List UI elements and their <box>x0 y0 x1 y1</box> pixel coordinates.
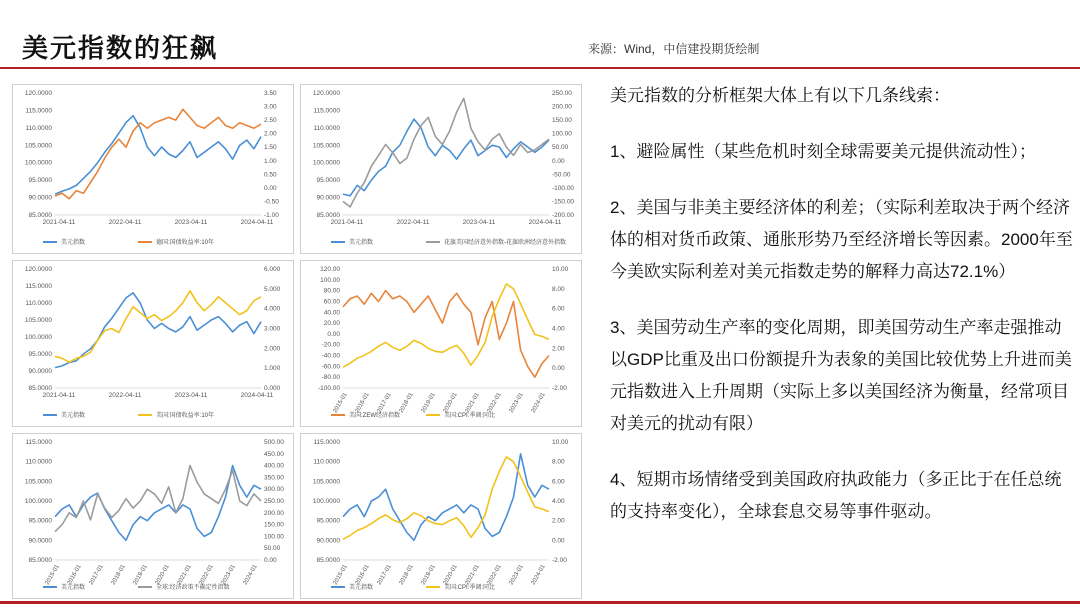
x-tick-label: 2022-04-11 <box>396 219 430 226</box>
y-right-tick-label: -50.00 <box>552 171 571 179</box>
y-left-tick-label: -60.00 <box>321 363 340 371</box>
chart-panel-usd-vs-policy-uncertainty <box>12 433 294 599</box>
y-left-tick-label: 85.0000 <box>316 557 340 564</box>
x-tick-label: 2024-04-11 <box>240 392 274 399</box>
y-left-tick-label: -40.00 <box>321 352 340 360</box>
y-right-tick-label: 2.00 <box>552 517 565 525</box>
chart-svg <box>301 261 581 426</box>
y-right-tick-label: -2.00 <box>552 385 567 392</box>
y-right-tick-label: 0.00 <box>552 537 565 545</box>
y-left-tick-label: 120.0000 <box>24 90 52 97</box>
y-left-tick-label: 95.0000 <box>28 177 52 185</box>
y-right-tick-label: -200.00 <box>552 212 575 219</box>
y-left-tick-label: 20.00 <box>323 320 340 328</box>
x-tick-label: 2023-04-11 <box>462 219 496 226</box>
x-tick-label: 2017-01 <box>88 564 105 587</box>
x-tick-label: 2021-01 <box>176 564 193 587</box>
y-right-tick-label: 100.00 <box>264 533 284 541</box>
y-right-tick-label: 350.00 <box>264 474 284 482</box>
x-tick-label: 2019-01 <box>132 564 149 587</box>
y-left-tick-label: 85.0000 <box>28 557 52 564</box>
x-tick-label: 2015-01 <box>44 564 61 587</box>
y-left-tick-label: 105.0000 <box>24 142 52 150</box>
x-tick-label: 2023-04-11 <box>174 392 208 399</box>
y-right-tick-label: 8.00 <box>552 458 565 466</box>
chart-panel-usd-vs-surprise-index <box>300 84 582 254</box>
chart-panel-zew-vs-cpi <box>300 260 582 427</box>
series-line-0 <box>343 119 549 196</box>
legend-label-1: 花旗美国经济意外指数-花旗欧洲经济意外指数 <box>444 240 566 246</box>
header-divider <box>0 67 1080 69</box>
y-left-tick-label: 105.0000 <box>312 142 340 150</box>
y-left-tick-label: 120.00 <box>320 266 340 273</box>
x-tick-label: 2022-01 <box>198 564 215 587</box>
y-right-tick-label: 0.00 <box>264 184 277 192</box>
legend-label-0: 美元指数 <box>349 585 374 591</box>
chart-panel-usd-vs-us-yield <box>12 260 294 427</box>
y-left-tick-label: 110.0000 <box>25 124 52 132</box>
y-right-tick-label: 500.00 <box>264 439 284 446</box>
y-right-tick-label: 3.000 <box>264 325 281 333</box>
x-tick-label: 2022-01 <box>486 392 503 415</box>
x-tick-label: 2021-04-11 <box>42 392 76 399</box>
y-left-tick-label: 0.00 <box>327 330 340 338</box>
y-left-tick-label: 80.00 <box>323 287 340 295</box>
y-right-tick-label: 3.50 <box>264 90 277 97</box>
legend-label-0: 美元指数 <box>61 240 86 246</box>
chart-svg <box>13 261 293 426</box>
x-tick-label: 2023-01 <box>508 564 525 587</box>
legend-label-1: 美国:国债收益率:10年 <box>156 413 215 419</box>
chart-svg <box>13 85 293 253</box>
x-tick-label: 2021-01 <box>464 392 481 415</box>
y-right-tick-label: 1.000 <box>264 365 281 373</box>
y-right-tick-label: 6.000 <box>264 266 281 273</box>
y-right-tick-label: 250.00 <box>264 498 284 505</box>
y-left-tick-label: 100.0000 <box>312 159 340 167</box>
y-right-tick-label: 5.000 <box>264 285 281 293</box>
x-tick-label: 2020-01 <box>442 564 459 587</box>
x-tick-label: 2016-01 <box>66 564 83 587</box>
y-left-tick-label: 95.0000 <box>316 517 340 525</box>
y-left-tick-label: 100.0000 <box>312 498 340 505</box>
x-tick-label: 2024-04-11 <box>528 219 562 226</box>
y-right-tick-label: 6.00 <box>552 478 565 486</box>
y-right-tick-label: 2.000 <box>264 345 281 353</box>
y-right-tick-label: 10.00 <box>552 266 569 273</box>
x-tick-label: 2018-01 <box>398 564 415 587</box>
chart-panel-usd-vs-german-yield <box>12 84 294 254</box>
y-left-tick-label: 110.0000 <box>25 458 52 466</box>
y-left-tick-label: 115.0000 <box>313 107 340 115</box>
y-right-tick-label: -1.00 <box>264 212 279 219</box>
y-right-tick-label: 0.00 <box>552 157 565 165</box>
series-line-0 <box>55 293 261 368</box>
y-left-tick-label: -80.00 <box>321 374 340 382</box>
legend-label-0: 美元指数 <box>349 240 374 246</box>
x-tick-label: 2020-01 <box>154 564 171 587</box>
y-right-tick-label: 100.00 <box>552 130 572 138</box>
y-left-tick-label: 95.0000 <box>28 517 52 525</box>
x-tick-label: 2015-01 <box>332 564 349 587</box>
y-left-tick-label: 90.0000 <box>316 194 340 202</box>
x-tick-label: 2021-01 <box>464 564 481 587</box>
x-tick-label: 2018-01 <box>398 392 415 415</box>
y-left-tick-label: 90.0000 <box>28 368 52 375</box>
y-right-tick-label: 4.00 <box>552 325 565 333</box>
chart-svg <box>301 85 581 253</box>
y-left-tick-label: 90.0000 <box>316 537 340 545</box>
x-tick-label: 2024-04-11 <box>240 219 274 226</box>
x-tick-label: 2021-04-11 <box>42 219 76 226</box>
y-left-tick-label: 60.00 <box>323 298 340 306</box>
y-right-tick-label: 150.00 <box>264 521 284 529</box>
x-tick-label: 2024-01 <box>242 564 259 587</box>
y-right-tick-label: 8.00 <box>552 285 565 293</box>
y-right-tick-label: 2.00 <box>264 130 277 138</box>
legend-label-0: 美元指数 <box>61 585 86 591</box>
x-tick-label: 2023-04-11 <box>174 219 208 226</box>
y-right-tick-label: 1.50 <box>264 144 277 152</box>
x-tick-label: 2017-01 <box>376 564 393 587</box>
y-right-tick-label: 2.50 <box>264 117 277 125</box>
y-right-tick-label: 150.00 <box>552 117 572 125</box>
source-note: 来源：Wind，中信建投期货绘制 <box>588 42 760 56</box>
x-tick-label: 2018-01 <box>110 564 127 587</box>
y-left-tick-label: 100.0000 <box>24 159 52 167</box>
page-title: 美元指数的狂飙 <box>22 33 219 63</box>
y-right-tick-label: 50.00 <box>264 545 281 553</box>
x-tick-label: 2017-01 <box>376 392 393 415</box>
y-left-tick-label: 105.0000 <box>24 317 52 324</box>
y-left-tick-label: 85.0000 <box>28 212 52 219</box>
y-right-tick-label: 0.50 <box>264 171 277 179</box>
x-tick-label: 2015-01 <box>332 392 349 415</box>
x-tick-label: 2016-01 <box>354 392 371 415</box>
y-right-tick-label: 250.00 <box>552 90 572 97</box>
x-tick-label: 2024-01 <box>530 392 547 415</box>
y-left-tick-label: 110.0000 <box>25 300 52 307</box>
y-left-tick-label: 120.0000 <box>312 90 340 97</box>
x-tick-label: 2022-04-11 <box>108 392 142 399</box>
x-tick-label: 2019-01 <box>420 392 437 415</box>
y-right-tick-label: 4.00 <box>552 498 565 505</box>
y-right-tick-label: 200.00 <box>552 103 572 111</box>
y-right-tick-label: 2.00 <box>552 345 565 353</box>
legend-label-1: 德国:国债收益率:10年 <box>156 240 215 246</box>
y-right-tick-label: 400.00 <box>264 462 284 470</box>
y-left-tick-label: 115.0000 <box>25 439 52 446</box>
chart-svg <box>13 434 293 598</box>
series-line-1 <box>343 98 549 206</box>
intro-line: 美元指数的分析框架大体上有以下几条线索： <box>610 86 950 105</box>
x-tick-label: 2016-01 <box>354 564 371 587</box>
y-left-tick-label: 90.0000 <box>28 194 52 202</box>
x-tick-label: 2022-01 <box>486 564 503 587</box>
y-left-tick-label: 120.0000 <box>24 266 52 273</box>
y-left-tick-label: 85.0000 <box>316 212 340 219</box>
legend-label-0: 美元指数 <box>61 413 86 419</box>
point-1: 1、避险属性（某些危机时刻全球需要美元提供流动性）； <box>610 142 1036 161</box>
chart-panel-usd-vs-cpi <box>300 433 582 599</box>
x-tick-label: 2024-01 <box>530 564 547 587</box>
x-tick-label: 2023-01 <box>508 392 525 415</box>
series-line-1 <box>55 466 261 532</box>
y-left-tick-label: 100.0000 <box>24 498 52 505</box>
y-right-tick-label: -2.00 <box>552 557 567 564</box>
y-left-tick-label: -100.00 <box>317 385 340 392</box>
legend-label-0: 美国:ZEW经济指数 <box>349 413 400 419</box>
footer-divider <box>0 601 1080 604</box>
y-right-tick-label: -150.00 <box>552 198 575 206</box>
y-left-tick-label: 115.0000 <box>25 107 52 115</box>
series-line-0 <box>343 454 549 541</box>
x-tick-label: 2021-04-11 <box>330 219 364 226</box>
x-tick-label: 2023-01 <box>220 564 237 587</box>
y-right-tick-label: 10.00 <box>552 439 569 446</box>
legend-label-1: 全球:经济政策不确定性指数 <box>156 585 230 591</box>
y-left-tick-label: 40.00 <box>323 309 340 317</box>
point-4: 4、短期市场情绪受到美国政府执政能力（多正比于在任总统的支持率变化），全球套息交易等事件驱动。 <box>610 470 1062 521</box>
y-left-tick-label: 110.0000 <box>313 458 340 466</box>
y-right-tick-label: -0.50 <box>264 198 279 206</box>
y-left-tick-label: 110.0000 <box>313 124 340 132</box>
y-left-tick-label: 100.0000 <box>24 334 52 341</box>
y-left-tick-label: 90.0000 <box>28 537 52 545</box>
y-left-tick-label: 95.0000 <box>316 177 340 185</box>
chart-svg <box>301 434 581 598</box>
y-left-tick-label: 105.0000 <box>24 478 52 486</box>
point-2: 2、美国与非美主要经济体的利差；（实际利差取决于两个经济体的相对货币政策、通胀形势乃至经济增长等因素。2000年至今美欧实际利差对美元指数走势的解释力高达72.1%） <box>610 198 1073 281</box>
y-right-tick-label: 3.00 <box>264 103 277 111</box>
series-line-1 <box>55 109 261 198</box>
y-left-tick-label: -20.00 <box>321 341 340 349</box>
y-right-tick-label: 0.000 <box>264 385 281 392</box>
y-right-tick-label: 0.00 <box>264 557 277 564</box>
y-left-tick-label: 85.0000 <box>28 385 52 392</box>
y-right-tick-label: 0.00 <box>552 365 565 373</box>
analysis-text <box>610 80 1074 528</box>
header <box>0 0 1080 68</box>
point-3: 3、美国劳动生产率的变化周期，即美国劳动生产率走强推动以GDP比重及出口份额提升为表象的美国比较优势上升进而美元指数进入上升周期（实际上多以美国经济为衡量，经常项目对美元的扰动有限） <box>610 318 1072 433</box>
y-right-tick-label: 6.00 <box>552 305 565 313</box>
y-left-tick-label: 95.0000 <box>28 351 52 358</box>
legend-label-1: 美国:CPI:季调:同比 <box>444 585 496 591</box>
legend-label-1: 美国:CPI:季调:同比 <box>444 413 496 419</box>
y-right-tick-label: 200.00 <box>264 509 284 517</box>
y-right-tick-label: -100.00 <box>552 184 575 192</box>
y-right-tick-label: 300.00 <box>264 486 284 494</box>
x-tick-label: 2020-01 <box>442 392 459 415</box>
y-left-tick-label: 100.00 <box>320 276 340 284</box>
series-line-0 <box>343 291 549 378</box>
x-tick-label: 2019-01 <box>420 564 437 587</box>
y-left-tick-label: 115.0000 <box>313 439 340 446</box>
y-right-tick-label: 4.000 <box>264 305 281 313</box>
y-right-tick-label: 50.00 <box>552 144 569 152</box>
y-right-tick-label: 1.00 <box>264 157 277 165</box>
y-right-tick-label: 450.00 <box>264 450 284 458</box>
y-left-tick-label: 105.0000 <box>312 478 340 486</box>
y-left-tick-label: 115.0000 <box>25 283 52 290</box>
x-tick-label: 2022-04-11 <box>108 219 142 226</box>
